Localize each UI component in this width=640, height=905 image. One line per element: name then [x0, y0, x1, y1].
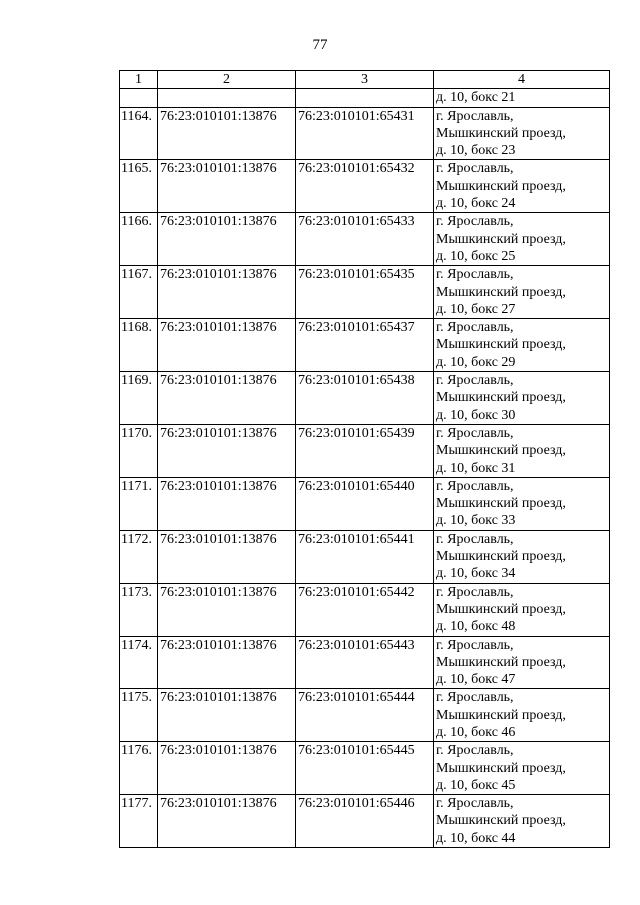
table-row [120, 742, 610, 795]
cadastral-number-object: 76:23:010101:65433 [296, 213, 434, 266]
address-line: г. Ярославль, [436, 637, 514, 653]
address-cell [434, 689, 610, 742]
table-row [120, 266, 610, 319]
table-row [120, 319, 610, 372]
table-row [120, 372, 610, 425]
address-line: д. 10, бокс 48 [436, 619, 516, 635]
cadastral-number-object: 76:23:010101:65432 [296, 160, 434, 213]
address-cell [434, 636, 610, 689]
row-number: 1174. [120, 636, 158, 689]
address-line: д. 10, бокс 27 [436, 301, 516, 317]
continuation-row [120, 89, 610, 107]
row-number: 1176. [120, 742, 158, 795]
cadastral-number-object: 76:23:010101:65438 [296, 372, 434, 425]
cadastral-number-object: 76:23:010101:65446 [296, 795, 434, 848]
address-line: д. 10, бокс 33 [436, 513, 516, 529]
address-line: г. Ярославль, [436, 531, 514, 547]
row-number: 1169. [120, 372, 158, 425]
address-cell [434, 372, 610, 425]
row-number [120, 89, 158, 107]
page-number: 77 [312, 37, 328, 53]
address-line: Мышкинский проезд, [436, 231, 566, 247]
table-row [120, 636, 610, 689]
address-line: г. Ярославль, [436, 796, 514, 812]
address-cell [434, 319, 610, 372]
address-cell [434, 213, 610, 266]
cadastral-number-parcel: 76:23:010101:13876 [158, 213, 296, 266]
table-body [120, 89, 610, 848]
address-line: г. Ярославль, [436, 373, 514, 389]
address-line: г. Ярославль, [436, 214, 514, 230]
row-number: 1164. [120, 107, 158, 160]
address-line: д. 10, бокс 34 [436, 566, 516, 582]
address-line: г. Ярославль, [436, 425, 514, 441]
address-line: д. 10, бокс 31 [436, 460, 516, 476]
cadastral-number-parcel: 76:23:010101:13876 [158, 583, 296, 636]
cadastral-number-object: 76:23:010101:65440 [296, 477, 434, 530]
address-line: д. 10, бокс 45 [436, 777, 516, 793]
address-line: Мышкинский проезд, [436, 549, 566, 565]
address-line: д. 10, бокс 46 [436, 724, 516, 740]
address-cell [434, 89, 610, 107]
table-row [120, 424, 610, 477]
row-number: 1177. [120, 795, 158, 848]
table-row [120, 795, 610, 848]
cadastral-number-object: 76:23:010101:65439 [296, 424, 434, 477]
address-line: Мышкинский проезд, [436, 284, 566, 300]
cadastral-number-object: 76:23:010101:65445 [296, 742, 434, 795]
row-number: 1168. [120, 319, 158, 372]
address-cell [434, 742, 610, 795]
cadastral-number-object: 76:23:010101:65431 [296, 107, 434, 160]
property-registry-table [119, 70, 610, 848]
cadastral-number-parcel: 76:23:010101:13876 [158, 372, 296, 425]
cadastral-number-object: 76:23:010101:65444 [296, 689, 434, 742]
address-line: д. 10, бокс 30 [436, 407, 516, 423]
row-number: 1171. [120, 477, 158, 530]
header-col-2: 2 [158, 71, 296, 89]
address-cell [434, 266, 610, 319]
address-line: г. Ярославль, [436, 478, 514, 494]
cadastral-number-parcel: 76:23:010101:13876 [158, 689, 296, 742]
address-line: д. 10, бокс 47 [436, 672, 516, 688]
address-cell [434, 160, 610, 213]
address-line: Мышкинский проезд, [436, 390, 566, 406]
address-cell [434, 477, 610, 530]
address-line: Мышкинский проезд, [436, 178, 566, 194]
table-header [120, 71, 610, 89]
cadastral-number-parcel: 76:23:010101:13876 [158, 107, 296, 160]
address-line: Мышкинский проезд, [436, 601, 566, 617]
cadastral-number-object [296, 89, 434, 107]
cadastral-number-parcel: 76:23:010101:13876 [158, 160, 296, 213]
address-line: д. 10, бокс 44 [436, 830, 516, 846]
cadastral-number-object: 76:23:010101:65435 [296, 266, 434, 319]
row-number: 1175. [120, 689, 158, 742]
address-cell [434, 795, 610, 848]
address-line: Мышкинский проезд, [436, 813, 566, 829]
address-line: г. Ярославль, [436, 584, 514, 600]
table-row [120, 213, 610, 266]
address-line: Мышкинский проезд, [436, 760, 566, 776]
address-cell [434, 107, 610, 160]
cadastral-number-parcel [158, 89, 296, 107]
address-line: д. 10, бокс 21 [436, 90, 516, 106]
row-number: 1167. [120, 266, 158, 319]
cadastral-number-parcel: 76:23:010101:13876 [158, 266, 296, 319]
address-line: Мышкинский проезд, [436, 337, 566, 353]
address-line: г. Ярославль, [436, 320, 514, 336]
header-row [120, 71, 610, 89]
cadastral-number-parcel: 76:23:010101:13876 [158, 319, 296, 372]
cadastral-number-parcel: 76:23:010101:13876 [158, 742, 296, 795]
table-row [120, 107, 610, 160]
address-cell [434, 424, 610, 477]
address-line: д. 10, бокс 24 [436, 196, 516, 212]
cadastral-number-parcel: 76:23:010101:13876 [158, 795, 296, 848]
address-line: Мышкинский проезд, [436, 443, 566, 459]
address-cell [434, 583, 610, 636]
address-line: Мышкинский проезд, [436, 496, 566, 512]
cadastral-number-parcel: 76:23:010101:13876 [158, 636, 296, 689]
header-col-3: 3 [296, 71, 434, 89]
cadastral-number-object: 76:23:010101:65437 [296, 319, 434, 372]
row-number: 1166. [120, 213, 158, 266]
header-col-4: 4 [434, 71, 610, 89]
table-row [120, 160, 610, 213]
address-line: г. Ярославль, [436, 743, 514, 759]
address-line: г. Ярославль, [436, 690, 514, 706]
address-line: Мышкинский проезд, [436, 707, 566, 723]
address-line: д. 10, бокс 23 [436, 143, 516, 159]
address-line: Мышкинский проезд, [436, 654, 566, 670]
address-line: г. Ярославль, [436, 267, 514, 283]
cadastral-number-object: 76:23:010101:65441 [296, 530, 434, 583]
address-line: д. 10, бокс 25 [436, 248, 516, 264]
address-line: г. Ярославль, [436, 108, 514, 124]
cadastral-number-parcel: 76:23:010101:13876 [158, 477, 296, 530]
table-row [120, 530, 610, 583]
row-number: 1165. [120, 160, 158, 213]
address-line: д. 10, бокс 29 [436, 354, 516, 370]
cadastral-number-object: 76:23:010101:65443 [296, 636, 434, 689]
address-line: г. Ярославль, [436, 161, 514, 177]
address-cell [434, 530, 610, 583]
cadastral-number-parcel: 76:23:010101:13876 [158, 424, 296, 477]
row-number: 1170. [120, 424, 158, 477]
cadastral-number-parcel: 76:23:010101:13876 [158, 530, 296, 583]
cadastral-number-object: 76:23:010101:65442 [296, 583, 434, 636]
address-line: Мышкинский проезд, [436, 125, 566, 141]
table-row [120, 583, 610, 636]
row-number: 1173. [120, 583, 158, 636]
table-row [120, 477, 610, 530]
header-col-1: 1 [120, 71, 158, 89]
table-row [120, 689, 610, 742]
row-number: 1172. [120, 530, 158, 583]
